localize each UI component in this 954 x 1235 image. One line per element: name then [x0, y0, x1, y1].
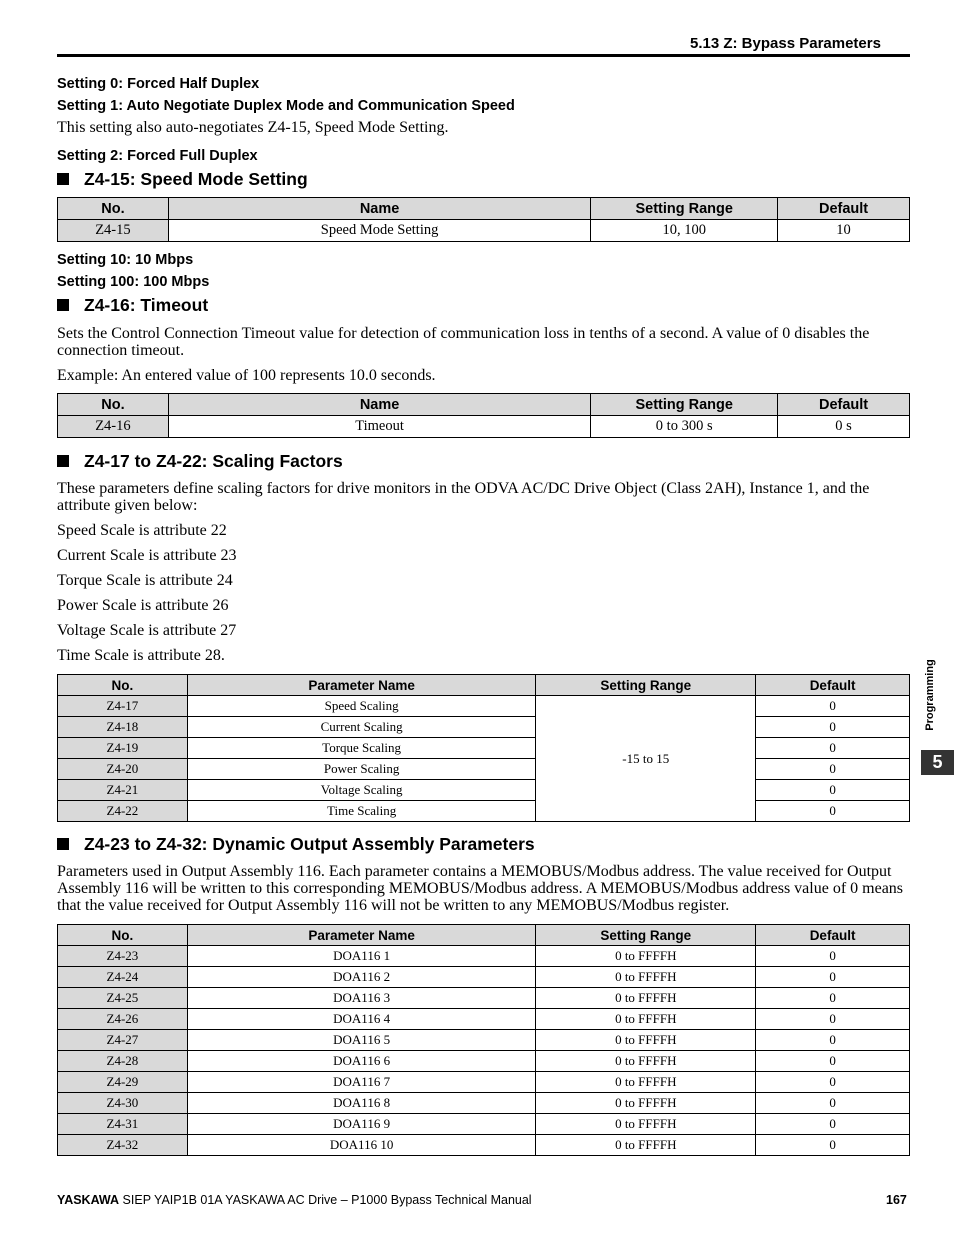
col-setting-range: Setting Range	[591, 394, 778, 416]
z4-16-example: Example: An entered value of 100 represents 10.0 seconds.	[57, 367, 436, 384]
scale-line: Power Scale is attribute 26	[57, 597, 229, 614]
table-row	[58, 967, 910, 988]
table-row	[58, 696, 910, 717]
setting-2-heading: Setting 2: Forced Full Duplex	[57, 148, 258, 164]
table-header-row	[58, 925, 910, 946]
col-default: Default	[778, 198, 910, 220]
cell-setting-range: 0 to FFFFH	[536, 1093, 756, 1114]
z4-17-table	[57, 674, 910, 822]
z4-23-heading	[57, 834, 535, 855]
cell-no: Z4-31	[58, 1114, 188, 1135]
bullet-square-icon	[57, 299, 69, 311]
table-row	[58, 1009, 910, 1030]
cell-no: Z4-32	[58, 1135, 188, 1156]
cell-setting-range: 0 to FFFFH	[536, 988, 756, 1009]
col-default: Default	[756, 675, 910, 696]
col-name: Name	[168, 394, 590, 416]
cell-parameter-name: DOA116 7	[187, 1072, 536, 1093]
cell-parameter-name: Torque Scaling	[187, 738, 536, 759]
cell-default: 0 s	[778, 416, 910, 438]
z4-17-heading-text: Z4-17 to Z4-22: Scaling Factors	[84, 451, 343, 471]
col-name: Name	[168, 198, 590, 220]
cell-parameter-name: Power Scaling	[187, 759, 536, 780]
table-header-row	[58, 394, 910, 416]
cell-no: Z4-25	[58, 988, 188, 1009]
cell-no: Z4-28	[58, 1051, 188, 1072]
cell-default: 0	[756, 988, 910, 1009]
cell-no: Z4-17	[58, 696, 188, 717]
section-title: 5.13 Z: Bypass Parameters	[690, 35, 881, 52]
scale-line: Speed Scale is attribute 22	[57, 522, 227, 539]
z4-15-table	[57, 197, 910, 242]
cell-default: 0	[756, 780, 910, 801]
cell-default: 0	[756, 759, 910, 780]
cell-default: 0	[756, 946, 910, 967]
table-header-row	[58, 198, 910, 220]
cell-setting-range: 0 to FFFFH	[536, 1114, 756, 1135]
cell-no: Z4-21	[58, 780, 188, 801]
setting-0-heading: Setting 0: Forced Half Duplex	[57, 76, 260, 92]
cell-parameter-name: DOA116 6	[187, 1051, 536, 1072]
setting-1-text: This setting also auto-negotiates Z4-15, Speed Mode Setting.	[57, 119, 449, 136]
col-setting-range: Setting Range	[536, 675, 756, 696]
cell-no: Z4-27	[58, 1030, 188, 1051]
z4-23-heading-text: Z4-23 to Z4-32: Dynamic Output Assembly Parameters	[84, 834, 535, 854]
z4-16-heading-text: Z4-16: Timeout	[84, 295, 209, 315]
cell-setting-range: 10, 100	[591, 220, 778, 242]
table-row	[58, 717, 910, 738]
col-setting-range: Setting Range	[536, 925, 756, 946]
cell-setting-range: 0 to 300 s	[591, 416, 778, 438]
col-no: No.	[58, 925, 188, 946]
table-row	[58, 1093, 910, 1114]
cell-default: 0	[756, 1114, 910, 1135]
footer-doc-title: SIEP YAIP1B 01A YASKAWA AC Drive – P1000 Bypass Technical Manual	[122, 1193, 532, 1207]
cell-name: Timeout	[168, 416, 590, 438]
table-header-row	[58, 675, 910, 696]
table-row	[58, 801, 910, 822]
table-row	[58, 1030, 910, 1051]
z4-15-heading-text: Z4-15: Speed Mode Setting	[84, 169, 308, 189]
col-parameter-name: Parameter Name	[187, 925, 536, 946]
chapter-number-tab: 5	[921, 750, 954, 775]
col-no: No.	[58, 675, 188, 696]
bullet-square-icon	[57, 838, 69, 850]
chapter-side-tab	[919, 655, 941, 735]
cell-setting-range: 0 to FFFFH	[536, 1051, 756, 1072]
cell-parameter-name: Current Scaling	[187, 717, 536, 738]
cell-parameter-name: DOA116 4	[187, 1009, 536, 1030]
chapter-side-label: Programming	[924, 659, 936, 731]
table-row	[58, 780, 910, 801]
cell-parameter-name: DOA116 1	[187, 946, 536, 967]
cell-no: Z4-26	[58, 1009, 188, 1030]
cell-default: 0	[756, 967, 910, 988]
table-row	[58, 1072, 910, 1093]
col-no: No.	[58, 198, 169, 220]
cell-default: 0	[756, 1051, 910, 1072]
cell-parameter-name: DOA116 5	[187, 1030, 536, 1051]
setting-1-heading: Setting 1: Auto Negotiate Duplex Mode and Communication Speed	[57, 98, 515, 114]
cell-setting-range: -15 to 15	[536, 696, 756, 822]
table-row	[58, 1135, 910, 1156]
table-row	[58, 1114, 910, 1135]
cell-parameter-name: Time Scaling	[187, 801, 536, 822]
cell-setting-range: 0 to FFFFH	[536, 1072, 756, 1093]
cell-parameter-name: DOA116 3	[187, 988, 536, 1009]
cell-name: Speed Mode Setting	[168, 220, 590, 242]
table-row	[58, 988, 910, 1009]
cell-default: 0	[756, 1093, 910, 1114]
table-row	[58, 1051, 910, 1072]
setting-100-heading: Setting 100: 100 Mbps	[57, 274, 210, 290]
page-number: 167	[886, 1193, 907, 1207]
scale-line: Torque Scale is attribute 24	[57, 572, 233, 589]
scale-line: Voltage Scale is attribute 27	[57, 622, 237, 639]
col-setting-range: Setting Range	[591, 198, 778, 220]
z4-16-table	[57, 393, 910, 438]
cell-no: Z4-23	[58, 946, 188, 967]
z4-16-description: Sets the Control Connection Timeout value for detection of communication loss in tenths of a second. A value of 0 disables the connection timeout.	[57, 325, 870, 359]
z4-23-description: Parameters used in Output Assembly 116. Each parameter contains a MEMOBUS/Modbus address. The value received for Output Assembly 116 will be written to this corresponding MEMOBUS/Modbus address. A MEMOBUS/Modbus address value of 0 means that the value received for Output Assembly 116 will not be written to any MEMOBUS/Modbus register.	[57, 863, 904, 914]
cell-setting-range: 0 to FFFFH	[536, 967, 756, 988]
z4-23-table	[57, 924, 910, 1156]
col-default: Default	[756, 925, 910, 946]
cell-no: Z4-30	[58, 1093, 188, 1114]
cell-default: 0	[756, 801, 910, 822]
cell-setting-range: 0 to FFFFH	[536, 1009, 756, 1030]
bullet-square-icon	[57, 173, 69, 185]
cell-setting-range: 0 to FFFFH	[536, 1135, 756, 1156]
cell-no: Z4-16	[58, 416, 169, 438]
cell-parameter-name: Voltage Scaling	[187, 780, 536, 801]
cell-default: 0	[756, 738, 910, 759]
cell-setting-range: 0 to FFFFH	[536, 946, 756, 967]
cell-no: Z4-29	[58, 1072, 188, 1093]
cell-parameter-name: DOA116 9	[187, 1114, 536, 1135]
cell-default: 0	[756, 1030, 910, 1051]
scale-line: Time Scale is attribute 28.	[57, 647, 225, 664]
table-row	[58, 220, 910, 242]
table-row	[58, 759, 910, 780]
cell-no: Z4-18	[58, 717, 188, 738]
cell-parameter-name: DOA116 2	[187, 967, 536, 988]
table-row	[58, 738, 910, 759]
col-no: No.	[58, 394, 169, 416]
z4-16-heading	[57, 295, 208, 316]
cell-parameter-name: DOA116 8	[187, 1093, 536, 1114]
col-default: Default	[778, 394, 910, 416]
cell-default: 0	[756, 1072, 910, 1093]
z4-17-description: These parameters define scaling factors for drive monitors in the ODVA AC/DC Drive Object (Class 2AH), Instance 1, and the attribute given below:	[57, 480, 870, 514]
cell-no: Z4-22	[58, 801, 188, 822]
cell-no: Z4-20	[58, 759, 188, 780]
table-row	[58, 416, 910, 438]
cell-no: Z4-24	[58, 967, 188, 988]
footer-brand: YASKAWA	[57, 1193, 120, 1207]
cell-setting-range: 0 to FFFFH	[536, 1030, 756, 1051]
cell-parameter-name: Speed Scaling	[187, 696, 536, 717]
cell-parameter-name: DOA116 10	[187, 1135, 536, 1156]
cell-default: 0	[756, 1135, 910, 1156]
cell-default: 0	[756, 717, 910, 738]
col-parameter-name: Parameter Name	[187, 675, 536, 696]
scale-line: Current Scale is attribute 23	[57, 547, 237, 564]
setting-10-heading: Setting 10: 10 Mbps	[57, 252, 194, 268]
cell-default: 0	[756, 1009, 910, 1030]
cell-no: Z4-15	[58, 220, 169, 242]
footer-doc	[57, 1193, 532, 1207]
cell-no: Z4-19	[58, 738, 188, 759]
z4-15-heading	[57, 169, 308, 190]
table-row	[58, 946, 910, 967]
z4-17-heading	[57, 451, 343, 472]
header-rule	[57, 54, 910, 57]
cell-default: 10	[778, 220, 910, 242]
cell-default: 0	[756, 696, 910, 717]
bullet-square-icon	[57, 455, 69, 467]
